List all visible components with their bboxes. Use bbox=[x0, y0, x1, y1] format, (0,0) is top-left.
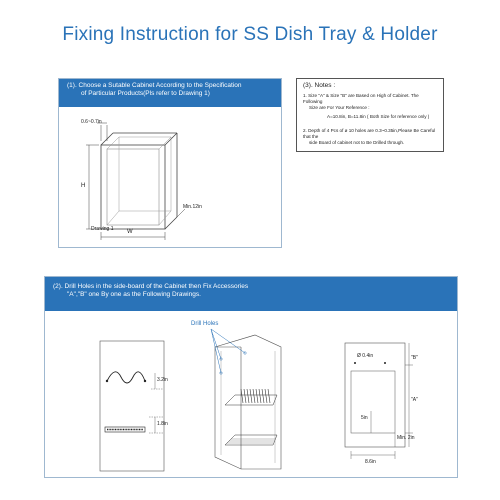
drawing1-label: Drawing 1 bbox=[91, 226, 114, 232]
step1-line1: (1). Choose a Sutable Cabinet According to the Specification bbox=[67, 82, 242, 89]
dim-min2-label: Min. 2in bbox=[397, 435, 415, 441]
note1-values: A=10.8in, B=11.8in ( Both Size for reference only ) bbox=[327, 114, 430, 119]
note2-line1: 2. Depth of 4 Pcs of ø 10 holes are 0.3~0.35in,Please Be Careful that the bbox=[303, 128, 436, 139]
page-title: Fixing Instruction for SS Dish Tray & Holder bbox=[62, 24, 438, 45]
dim-86-label: 8.6in bbox=[365, 459, 376, 465]
note1-line1: 1. Size "A" & Size "B" are Based on High of Cabinet. The Following bbox=[303, 93, 419, 104]
dim-min-label: Min.12in bbox=[183, 204, 202, 210]
dim-b-label: "B" bbox=[411, 355, 418, 361]
step2-line2: "A","B" one By one as the Following Drawings. bbox=[67, 291, 201, 298]
dim-32-label: 3.2in bbox=[157, 377, 168, 383]
dim-diam-label: Ø 0.4in bbox=[357, 353, 374, 359]
side-board-drawing bbox=[45, 277, 457, 477]
note1-line2: Size are For Your Reference : bbox=[309, 105, 370, 110]
step1-panel bbox=[58, 78, 282, 248]
dim-5in-label: 5in bbox=[361, 415, 368, 421]
cabinet-drawing bbox=[59, 79, 281, 247]
step2-line1: (2). Drill Holes in the side-board of the Cabinet then Fix Accessories bbox=[53, 283, 249, 290]
drill-holes-label: Drill Holes bbox=[191, 321, 219, 327]
notes-heading: (3). Notes : bbox=[303, 82, 336, 89]
notes-box bbox=[296, 78, 444, 152]
dim-a-label: "A" bbox=[411, 397, 418, 403]
dim-w-label: W bbox=[127, 229, 133, 235]
step1-line2: of Particular Products(Pls refer to Drawing 1) bbox=[81, 90, 210, 97]
dim-h-label: H bbox=[81, 183, 86, 189]
dim-top-label: 0.6~0.7in bbox=[81, 119, 102, 125]
step2-panel bbox=[44, 276, 458, 478]
note2-line2: side Board of cabinet not to Be Drilled through. bbox=[309, 140, 405, 145]
dim-18-label: 1.8in bbox=[157, 421, 168, 427]
